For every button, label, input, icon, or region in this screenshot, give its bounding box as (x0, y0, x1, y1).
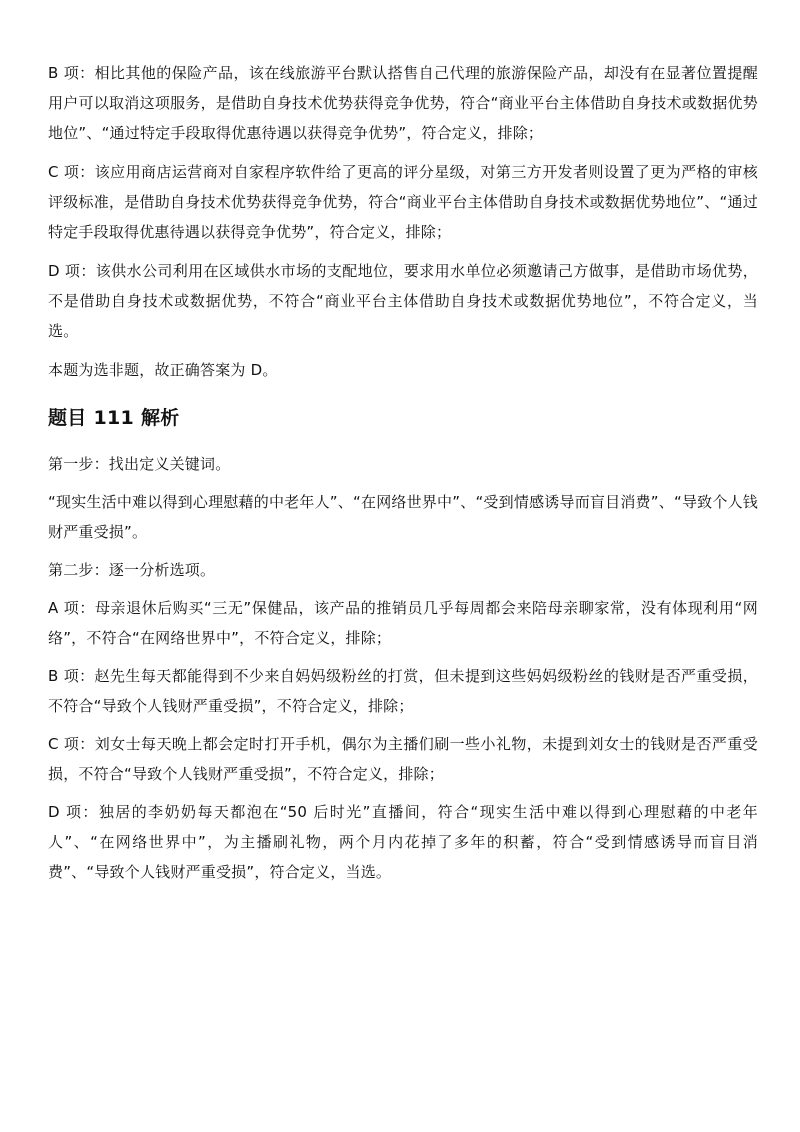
answer-conclusion: 本题为选非题，故正确答案为 D。 (48, 361, 278, 379)
option-b-analysis: B 项：相比其他的保险产品，该在线旅游平台默认搭售自己代理的旅游保险产品，却没有在显著位置提醒用户可以取消这项服务，是借助自身技术优势获得竞争优势，符合“商业平台主体借助自身技术或数据优势地位”、“通过特定手段取得优惠待遇以获得竞争优势”，符合定义，排除； (48, 64, 758, 142)
document-page (48, 58, 758, 895)
step-one: 第一步：找出定义关键词。 (48, 455, 231, 473)
previous-question-analysis (48, 58, 758, 385)
option-a-analysis: A 项：母亲退休后购买“三无”保健品，该产品的推销员几乎每周都会来陪母亲聊家常，没有体现利用“网络”，不符合“在网络世界中”，不符合定义，排除； (48, 599, 758, 647)
definition-keywords: “现实生活中难以得到心理慰藉的中老年人”、“在网络世界中”、“受到情感诱导而盲目消费”、“导致个人钱财严重受损”。 (48, 493, 758, 541)
option-c-analysis: C 项：刘女士每天晚上都会定时打开手机，偶尔为主播们刷一些小礼物，未提到刘女士的钱财是否严重受损，不符合“导致个人钱财严重受损”，不符合定义，排除； (48, 735, 758, 783)
option-d-analysis: D 项：该供水公司利用在区域供水市场的支配地位，要求用水单位必须邀请己方做事，是借助市场优势，不是借助自身技术或数据优势，不符合“商业平台主体借助自身技术或数据优势地位”，不符合定义，当选。 (48, 262, 758, 340)
step-two: 第二步：逐一分析选项。 (48, 561, 216, 579)
option-b-analysis: B 项：赵先生每天都能得到不少来自妈妈级粉丝的打赏，但未提到这些妈妈级粉丝的钱财是否严重受损，不符合“导致个人钱财严重受损”，不符合定义，排除； (48, 667, 758, 715)
option-c-analysis: C 项：该应用商店运营商对自家程序软件给了更高的评分星级，对第三方开发者则设置了更为严格的审核评级标准，是借助自身技术优势获得竞争优势，符合“商业平台主体借助自身技术或数据优势地位”、“通过特定手段取得优惠待遇以获得竞争优势”，符合定义，排除； (48, 163, 758, 241)
question-111-analysis (48, 403, 758, 887)
option-d-analysis: D 项：独居的李奶奶每天都泡在“50 后时光”直播间，符合“现实生活中难以得到心理慰藉的中老年人”、“在网络世界中”，为主播刷礼物，两个月内花掉了多年的积蓄，符合“受到情感诱导而盲目消费”、“导致个人钱财严重受损”，符合定义，当选。 (48, 803, 758, 881)
section-heading: 题目 111 解析 (48, 407, 180, 429)
